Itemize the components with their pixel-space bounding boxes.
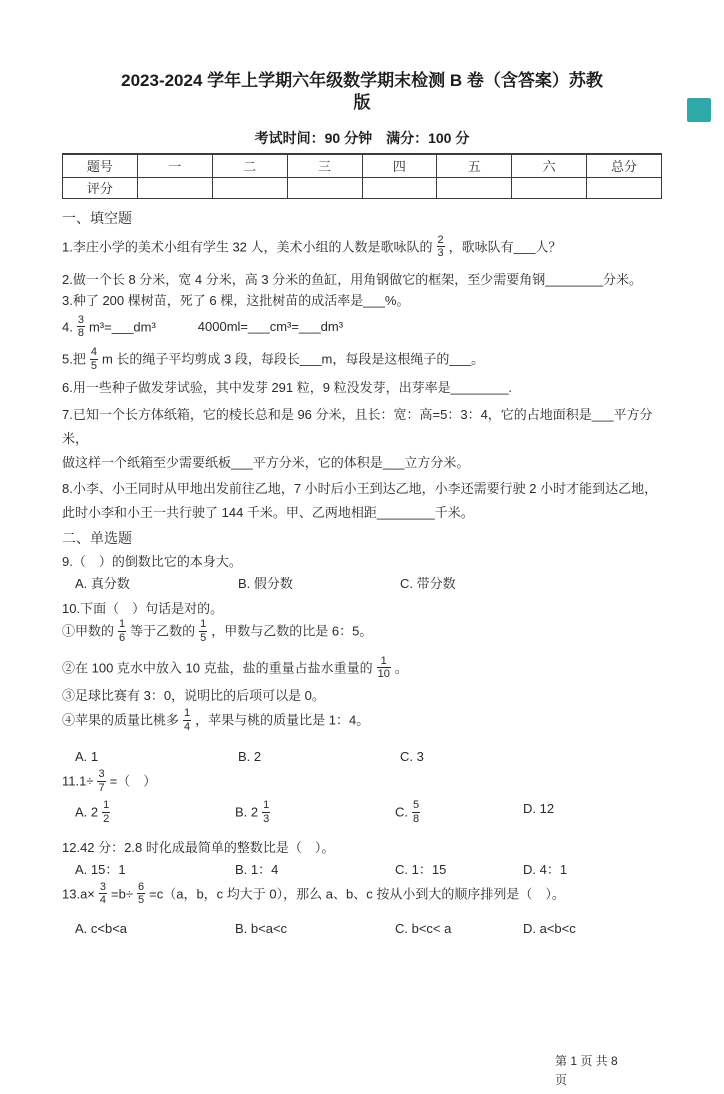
option-d: D. 4：1 [523, 861, 568, 877]
page-content [0, 70, 724, 937]
question-3: 3.种了 200 棵树苗，死了 6 棵，这批树苗的成活率是___%。 [62, 292, 410, 308]
text-segment: 7.已知一个长方体纸箱，它的棱长总和是 96 分米，且长：宽：高=5：3：4，它的占地面积是___平方分米， [62, 407, 653, 447]
cell-score-blank [512, 177, 587, 198]
denominator: 3 [263, 813, 270, 826]
fraction [77, 314, 85, 340]
option-c: C. 1：15 [395, 861, 447, 877]
text-segment: ，苹果与桃的质量比是 1：4。 [195, 712, 370, 728]
question-10-statement-3: ③足球比赛有 3：0，说明比的后项可以是 0。 [62, 687, 325, 703]
denominator: 10 [377, 668, 390, 681]
title-line-2: 版 [353, 93, 371, 112]
cell-part-6: 六 [512, 154, 587, 177]
numerator: 3 [98, 768, 105, 781]
numerator: 2 [437, 233, 444, 246]
text-segment: 4. [62, 319, 73, 335]
score-table [62, 153, 662, 199]
option-b: B. 假分数 [238, 576, 293, 592]
option-a: A. 1 [75, 749, 99, 765]
text-segment: A. 2 [75, 805, 99, 821]
scroll-badge[interactable] [687, 98, 711, 122]
fraction [183, 707, 191, 733]
numerator: 3 [99, 880, 107, 893]
question-10: 10.下面（ ）句话是对的。 [62, 601, 224, 617]
page-number-line-2: 页 [555, 1073, 568, 1087]
text-segment: 此时小李和小王一共行驶了 144 千米。甲、乙两地相距________千米。 [62, 505, 474, 521]
numerator: 5 [413, 799, 420, 812]
text-segment: ②在 100 克水中放入 10 克盐，盐的重量占盐水重量的 [62, 660, 373, 676]
fraction [262, 799, 270, 825]
numerator: 1 [263, 799, 270, 812]
text-segment: ①甲数的 [62, 623, 115, 639]
question-6: 6.用一些种子做发芽试验，其中发芽 291 粒，9 粒没发芽，出芽率是________. [62, 380, 513, 396]
fraction [377, 655, 391, 681]
option-b: B. 2 [238, 749, 262, 765]
page-number-line-1: 第 1 页 共 8 [555, 1054, 618, 1068]
denominator: 7 [98, 781, 105, 794]
option-d: D. 12 [523, 801, 555, 817]
denominator: 6 [119, 631, 126, 644]
section-2-heading: 二、单选题 [62, 530, 132, 547]
question-12: 12.42 分：2.8 时化成最简单的整数比是（ ）。 [62, 839, 335, 855]
page-number [555, 1052, 618, 1090]
question-12-options [62, 861, 662, 878]
cell-total: 总分 [587, 154, 662, 177]
question-9-options [62, 575, 662, 592]
fraction [97, 768, 105, 794]
text-segment: 13.a× [62, 886, 95, 902]
option-b: B. 1：4 [235, 861, 279, 877]
fraction [412, 799, 420, 825]
option-b [235, 800, 395, 826]
exam-info: 考试时间：90 分钟 满分：100 分 [254, 130, 470, 146]
option-a: A. 15：1 [75, 861, 126, 877]
numerator: 3 [77, 313, 84, 326]
text-segment: =b÷ [111, 886, 133, 902]
denominator: 4 [99, 894, 107, 907]
text-segment: m 长的绳子平均剪成 3 段，每段长___m，每段是这根绳子的___。 [101, 351, 485, 367]
numerator: 4 [90, 346, 97, 359]
cell-score-blank [587, 177, 662, 198]
denominator: 5 [90, 359, 97, 372]
option-c: C. 3 [400, 749, 424, 765]
question-10-statement-2 [62, 656, 662, 682]
text-segment: 11.1÷ [62, 773, 94, 789]
numerator: 6 [138, 880, 145, 893]
option-c: C. b<c< a [395, 921, 452, 937]
question-10-statement-4 [62, 708, 662, 734]
text-segment: 4000ml=___cm³=___dm³ [197, 319, 344, 335]
question-7 [62, 403, 662, 475]
cell-part-5: 五 [437, 154, 512, 177]
fraction [90, 346, 98, 372]
text-segment: 1.李庄小学的美术小组有学生 32 人，美术小组的人数是歌咏队的 [62, 239, 433, 255]
cell-score-blank [362, 177, 437, 198]
text-segment: =c（a，b，c 均大于 0），那么 a、b、c 按从小到大的顺序排列是（ ）。 [149, 886, 565, 902]
question-10-options [62, 748, 662, 765]
question-5 [62, 347, 662, 373]
question-1 [62, 235, 662, 261]
text-segment: m³=___dm³ [88, 319, 156, 335]
text-segment: =（ ） [109, 773, 157, 789]
cell-part-1: 一 [137, 154, 212, 177]
cell-part-4: 四 [362, 154, 437, 177]
numerator: 1 [119, 618, 126, 631]
question-9: 9.（ ）的倒数比它的本身大。 [62, 554, 242, 570]
question-10-statement-1 [62, 619, 662, 645]
cell-score-blank [212, 177, 287, 198]
question-4 [62, 315, 662, 341]
text-segment: 。 [394, 660, 408, 676]
cell-score-label: 评分 [63, 177, 138, 198]
option-b: B. b<a<c [235, 921, 288, 937]
denominator: 5 [200, 631, 207, 644]
denominator: 8 [77, 327, 84, 340]
text-segment: 等于乙数的 [130, 623, 196, 639]
document-page [0, 70, 724, 1094]
numerator: 1 [200, 618, 207, 631]
text-segment: ，甲数与乙数的比是 6：5。 [211, 623, 373, 639]
denominator: 5 [138, 894, 145, 907]
option-c [395, 800, 523, 826]
section-1-heading: 一、填空题 [62, 209, 132, 226]
fraction [118, 618, 126, 644]
score-table-score-row [63, 177, 662, 198]
numerator: 1 [184, 706, 191, 719]
cell-score-blank [437, 177, 512, 198]
page-title [62, 70, 662, 114]
text-segment: 5.把 [62, 351, 86, 367]
text-segment: 8.小李、小王同时从甲地出发前往乙地，7 小时后小王到达乙地，小李还需要行驶 2 小时才能到达乙地， [62, 481, 658, 497]
question-2: 2.做一个长 8 分米，宽 4 分米，高 3 分米的鱼缸，用角钢做它的框架，至少需要角钢________分米。 [62, 271, 643, 287]
question-13 [62, 882, 662, 908]
denominator: 8 [413, 813, 420, 826]
fraction [99, 881, 107, 907]
denominator: 2 [103, 813, 110, 826]
cell-score-blank [287, 177, 362, 198]
option-a: A. c<b<a [75, 921, 128, 937]
option-c: C. 带分数 [400, 576, 456, 592]
fraction [437, 234, 445, 260]
numerator: 1 [380, 654, 387, 667]
score-table-header-row [63, 154, 662, 177]
option-d: D. a<b<c [523, 921, 576, 937]
fraction [199, 618, 207, 644]
cell-score-blank [137, 177, 212, 198]
cell-question-number: 题号 [63, 154, 138, 177]
text-segment: B. 2 [235, 805, 259, 821]
question-13-options [62, 920, 662, 937]
option-a [75, 800, 235, 826]
fraction [102, 799, 110, 825]
fraction [137, 881, 145, 907]
question-11 [62, 769, 662, 795]
text-segment: ④苹果的质量比桃多 [62, 712, 180, 728]
cell-part-3: 三 [287, 154, 362, 177]
text-segment: 做这样一个纸箱至少需要纸板___平方分米，它的体积是___立方分米。 [62, 455, 470, 471]
text-segment: ，歌咏队有___人？ [448, 239, 562, 255]
text-segment: C. [395, 805, 408, 821]
cell-part-2: 二 [212, 154, 287, 177]
option-a: A. 真分数 [75, 576, 130, 592]
denominator: 4 [184, 720, 191, 733]
title-line-1: 2023-2024 学年上学期六年级数学期末检测 B 卷（含答案）苏教 [121, 71, 603, 90]
question-8 [62, 477, 662, 525]
denominator: 3 [437, 247, 444, 260]
question-11-options [62, 800, 662, 826]
numerator: 1 [103, 799, 110, 812]
